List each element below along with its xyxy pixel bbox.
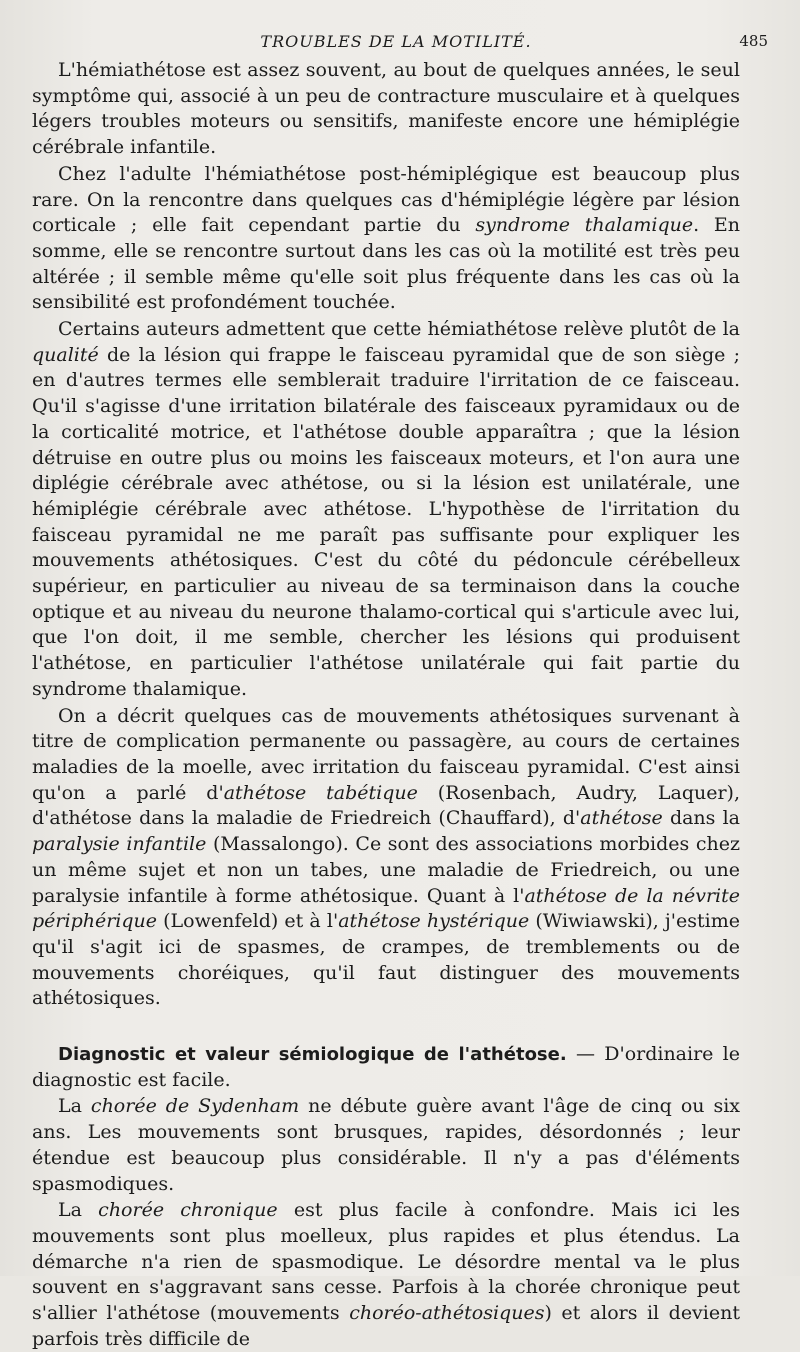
text-run: (Rosenbach, Audry, Laquer), d'athétose dans la maladie de Friedreich (Chauffard), d' bbox=[32, 781, 741, 830]
page-number: 485 bbox=[739, 32, 768, 50]
text-run: est plus facile à confondre. Mais ici les mouvements sont plus moelleux, plus rapides et plus étendus. La démarche n'a rien de spasmodique. Le désordre mental va le plus souvent en s'aggravant sans cesse. Parfois à la chorée chronique peut s'allier l'athétose (mouvements bbox=[32, 1199, 740, 1325]
text-run: dans la bbox=[662, 807, 740, 830]
text-run: . En somme, elle se rencontre surtout dans les cas où la motilité est très peu altérée ; il semble même qu'elle soit plus fréquente dans les cas où la sensibilité est profondément touchée. bbox=[32, 214, 741, 314]
paragraph-6 bbox=[32, 1198, 740, 1352]
italic-term: chorée de Sydenham bbox=[90, 1095, 300, 1118]
italic-term: syndrome thalamique bbox=[475, 214, 694, 237]
paragraph-5 bbox=[32, 1094, 740, 1197]
section-paragraph bbox=[32, 1042, 740, 1093]
text-run: ) et alors il devient parfois très difficile de bbox=[32, 1302, 740, 1350]
italic-term: paralysie infantile bbox=[32, 833, 207, 856]
paragraph-1: L'hémiathétose est assez souvent, au bout de quelques années, le seul symptôme qui, associé à un peu de contracture musculaire et à quelques légers troubles moteurs ou sensitifs, manifeste encore une hémiplégie cérébrale infantile. bbox=[32, 59, 740, 159]
text-run: (Wiwiawski), j'estime qu'il s'agit ici de spasmes, de crampes, de tremblements ou de mouvements choréiques, qu'il faut distinguer des mouvements athétosiques. bbox=[32, 910, 740, 1010]
text-run: ne débute guère avant l'âge de cinq ou six ans. Les mouvements sont brusques, rapides, désordonnés ; leur étendue est beaucoup plus considérable. Il n'y a pas d'éléments spasmodiques. bbox=[32, 1095, 740, 1195]
italic-term: athétose hystérique bbox=[338, 910, 530, 933]
text-run: Certains auteurs admettent que cette hémiathétose relève plutôt de la bbox=[58, 318, 740, 341]
text-run: (Lowenfeld) et à l' bbox=[157, 910, 339, 933]
paragraph-3 bbox=[32, 317, 740, 703]
text-run: — D'ordinaire le diagnostic est facile. bbox=[32, 1043, 741, 1091]
section-gap bbox=[32, 1012, 740, 1042]
text-run: La bbox=[58, 1095, 91, 1118]
italic-term: qualité bbox=[32, 343, 99, 366]
page-header bbox=[32, 24, 768, 58]
italic-term: athétose de la névrite périphérique bbox=[32, 884, 740, 933]
running-title: TROUBLES DE LA MOTILITÉ. bbox=[260, 32, 532, 51]
paragraph-4 bbox=[32, 704, 740, 1012]
text-run: Chez l'adulte l'hémiathétose post-hémiplégique est beaucoup plus rare. On la rencontre dans quelques cas d'hémiplégie légère par lésion corticale ; elle fait cependant partie du bbox=[32, 162, 740, 237]
italic-term: choréo-athétosiques bbox=[349, 1302, 545, 1325]
paragraph-2 bbox=[32, 162, 740, 316]
text-run: de la lésion qui frappe le faisceau pyramidal que de son siège ; en d'autres termes elle semblerait traduire l'irritation de ce faisceau. Qu'il s'agisse d'une irritation bilatérale des faisceaux pyramidaux ou de la corticalité motrice, et l'athétose double apparaîtra ; que la lésion détruise en outre plus ou moins les faisceaux moteurs, et l'on aura une diplégie cérébrale avec athétose, ou si la lésion est unilatérale, une hémiplégie cérébrale avec athétose. L'hypothèse de l'irritation du faisceau pyramidal ne me paraît pas suffisante pour expliquer les mouvements athétosiques. C'est du côté du pédoncule cérébelleux supérieur, en particulier au niveau de sa terminaison dans la couche optique et au niveau du neurone thalamo-cortical qui s'articule avec lui, que l'on doit, il me semble, chercher les lésions qui produisent l'athétose, en particulier l'athétose unilatérale qui fait partie du syndrome thalamique. bbox=[32, 343, 740, 700]
text-run: La bbox=[58, 1199, 99, 1222]
text-run: (Massalongo). Ce sont des associations morbides chez un même sujet et non un tabes, une maladie de Friedreich, ou une paralysie infantile à forme athétosique. Quant à l' bbox=[32, 833, 741, 907]
section-heading: Diagnostic et valeur sémiologique de l'athétose. bbox=[58, 1044, 567, 1066]
italic-term: athétose bbox=[580, 807, 663, 830]
text-run: On a décrit quelques cas de mouvements athétosiques survenant à titre de complication permanente ou passagère, au cours de certaines maladies de la moelle, avec irritation du faisceau pyramidal. C'est ainsi qu'on a parlé d' bbox=[32, 704, 740, 804]
body-text bbox=[32, 58, 740, 1352]
italic-term: athétose tabétique bbox=[223, 781, 418, 804]
italic-term: chorée chronique bbox=[98, 1199, 278, 1222]
